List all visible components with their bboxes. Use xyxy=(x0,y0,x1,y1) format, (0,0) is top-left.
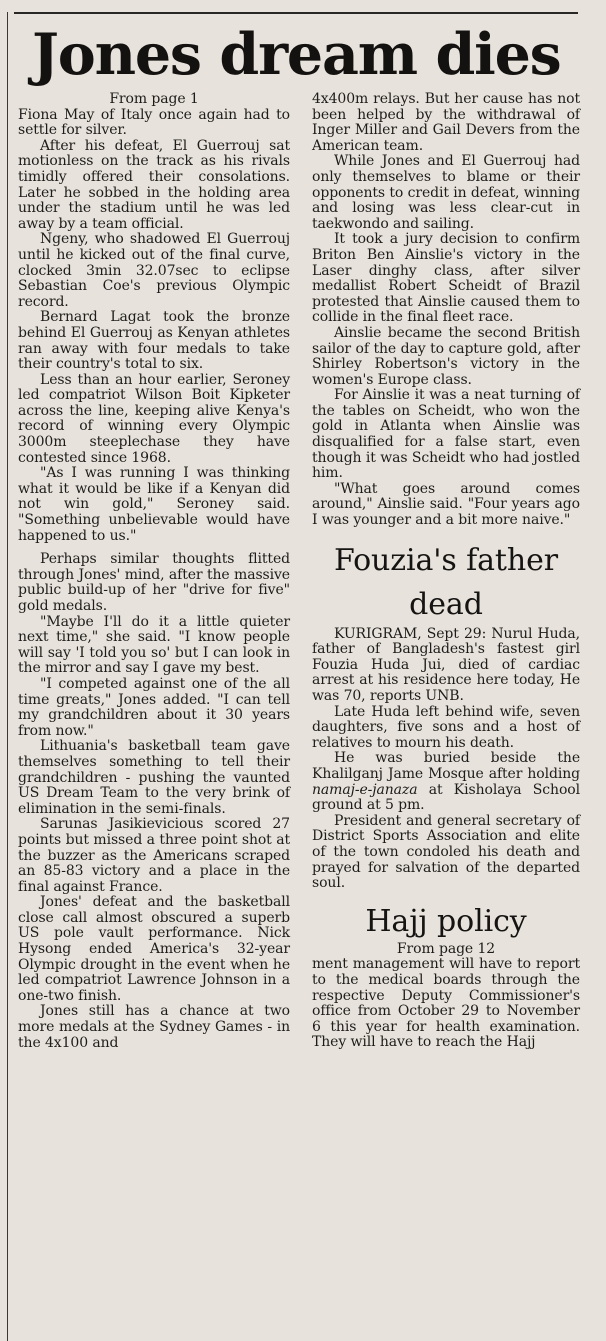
paragraph: Less than an hour earlier, Seroney led compatriot Wilson Boit Kipketer across the line, keeping alive Kenya's record of winning every Olympic 3000m steeplechase they have contested since 1968. xyxy=(18,371,290,466)
hajj-paragraph: ment management will have to report to the medical boards through the respective Deputy Commissioner's office from October 29 to November 6 this year for health examination. They will have to reach the Hajj xyxy=(312,956,580,1051)
paragraph: After his defeat, El Guerrouj sat motionless on the track as his rivals timidly offered their consolations. Later he sobbed in the holding area under the stadium until he was led away by a team official. xyxy=(18,137,290,232)
left-column xyxy=(18,92,290,1051)
paragraph: Bernard Lagat took the bronze behind El Guerrouj as Kenyan athletes ran away with four medals to take their country's total to six. xyxy=(18,309,290,373)
fouzia-paragraph: KURIGRAM, Sept 29: Nurul Huda, father of Bangladesh's fastest girl Fouzia Huda Jui, died of cardiac arrest at his residence here today, He was 70, reports UNB. xyxy=(312,625,580,704)
fouzia-paragraph: Late Huda left behind wife, seven daughters, five sons and a host of relatives to mourn his death. xyxy=(312,703,580,751)
paragraph: While Jones and El Guerrouj had only themselves to blame or their opponents to credit in defeat, winning and losing was less clear-cut in taekwondo and sailing. xyxy=(312,153,580,232)
text-run: He was buried beside the Khalilganj Jame Mosque after holding xyxy=(312,750,580,782)
paragraph: "What goes around comes around," Ainslie said. "Four years ago I was younger and a bit more naive." xyxy=(312,480,580,529)
text-run: at Kisholaya School ground at 5 pm. xyxy=(312,781,580,814)
column-rule xyxy=(7,12,8,1341)
fouzia-paragraph: President and general secretary of District Sports Association and elite of the town condoled his death and prayed for salvation of the departed soul. xyxy=(312,812,580,892)
fouzia-heading: Fouzia's father dead xyxy=(334,542,558,622)
hajj-heading: Hajj policy xyxy=(365,903,527,939)
right-column xyxy=(312,92,580,1051)
jump-line: From page 1 xyxy=(109,91,199,107)
paragraph: "Maybe I'll do it a little quieter next time," she said. "I know people will say 'I told you so' but I can look in the mirror and say I gave my best. xyxy=(18,613,290,677)
paragraph: Fiona May of Italy once again had to settle for silver. xyxy=(18,106,290,139)
paragraph: Jones still has a chance at two more medals at the Sydney Games - in the 4x100 and xyxy=(18,1003,290,1051)
paragraph: "As I was running I was thinking what it would be like if a Kenyan did not win gold," Seroney said. "Something unbelievable would have happened to us." xyxy=(18,465,290,544)
paragraph: Jones' defeat and the basketball close call almost obscured a superb US pole vault performance. Nick Hysong ended America's 32-year Olympic drought in the event when he led compatriot Lawrence Johnson in a one-two finish. xyxy=(18,894,290,1004)
paragraph: Ainslie became the second British sailor of the day to capture gold, after Shirley Robertson's victory in the women's Europe class. xyxy=(312,324,580,388)
paragraph: "I competed against one of the all time greats," Jones added. "I can tell my grandchildren about it 30 years from now." xyxy=(18,675,290,739)
paragraph: Lithuania's basketball team gave themselves something to tell their grandchildren - pushing the vaunted US Dream Team to the very brink of elimination in the semi-finals. xyxy=(18,738,290,817)
paragraph: Perhaps similar thoughts flitted through Jones' mind, after the massive public build-up of her "drive for five" gold medals. xyxy=(18,551,290,614)
paragraph: Sarunas Jasikievicious scored 27 points but missed a three point shot at the buzzer as the Americans scraped an 85-83 victory and a place in the final against France. xyxy=(18,816,290,895)
fouzia-paragraph xyxy=(312,751,580,813)
top-rule xyxy=(14,12,578,14)
paragraph: 4x400m relays. But her cause has not been helped by the withdrawal of Inger Miller and Gail Devers from the American team. xyxy=(312,91,580,154)
italic-term: namaj-e-janaza xyxy=(312,781,418,798)
headline: Jones dream dies xyxy=(32,21,561,88)
paragraph: It took a jury decision to confirm Briton Ben Ainslie's victory in the Laser dinghy class, after silver medallist Robert Scheidt of Brazil protested that Ainslie caused them to collide in the final fleet race. xyxy=(312,231,580,326)
paragraph: Ngeny, who shadowed El Guerrouj until he kicked out of the final curve, clocked 3min 32.07sec to eclipse Sebastian Coe's previous Olympic record. xyxy=(18,231,290,310)
paragraph: For Ainslie it was a neat turning of the tables on Scheidt, who won the gold in Atlanta when Ainslie was disqualified for a false start, even though it was Scheidt who had jostled him. xyxy=(312,387,580,482)
jump-line: From page 12 xyxy=(396,940,496,957)
